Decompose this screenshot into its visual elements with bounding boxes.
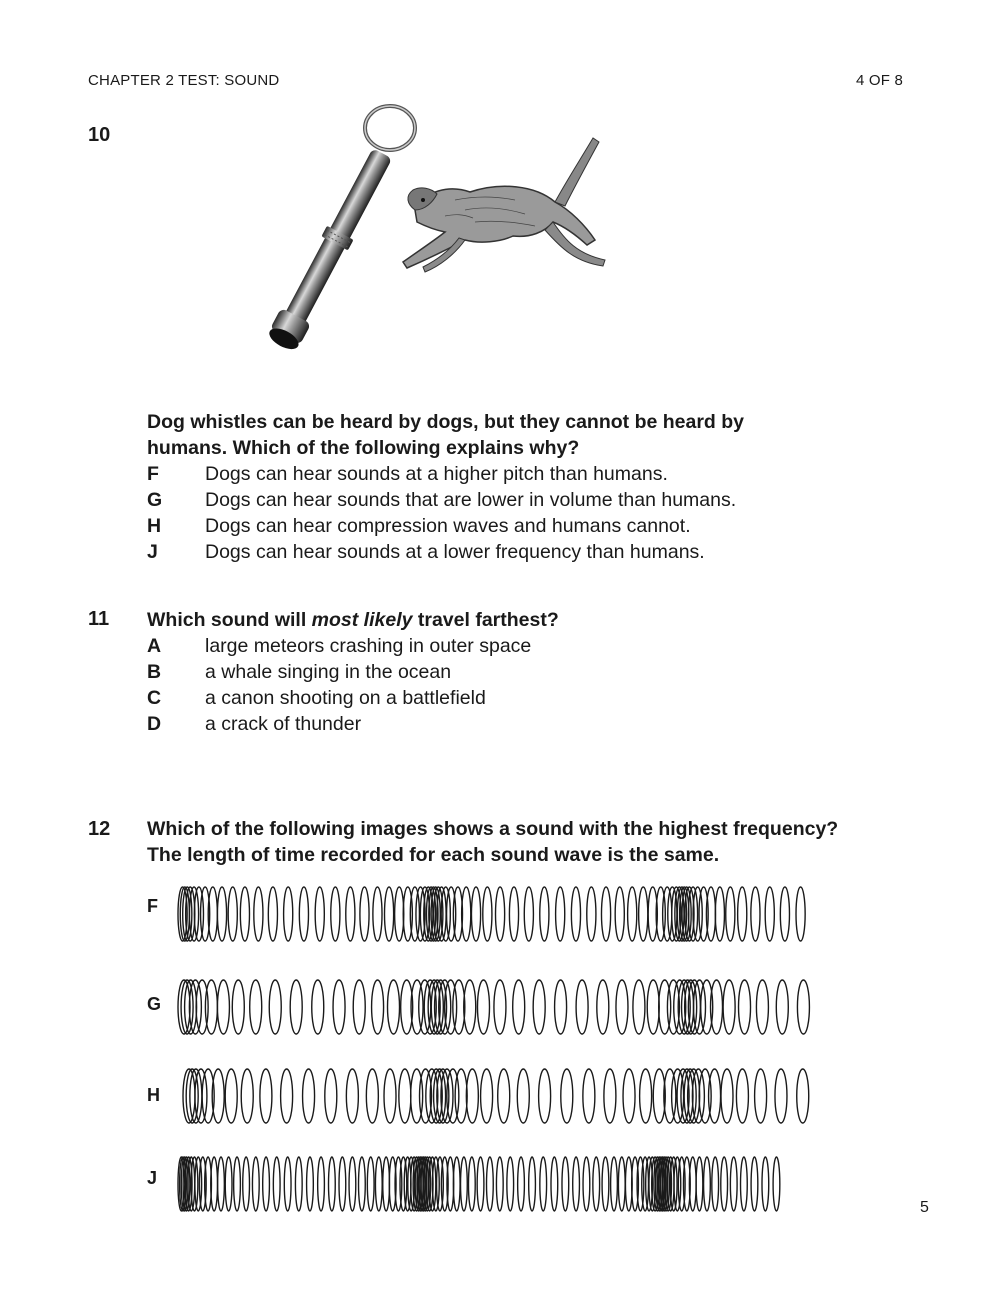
slinky-coil [468, 1157, 475, 1211]
slinky-coil [730, 1157, 737, 1211]
slinky-coil [225, 1157, 232, 1211]
slinky-coil [562, 1157, 569, 1211]
question-number-11: 11 [88, 608, 110, 630]
question-12-stem [147, 816, 838, 868]
slinky-coil [273, 1157, 280, 1211]
question-12-stem-line2: The length of time recorded for each sound wave is the same. [147, 844, 720, 866]
slinky-coil [496, 887, 505, 941]
slinky-coil [593, 1157, 600, 1211]
q12-option-g-label[interactable]: G [147, 994, 162, 1014]
slinky-coil [388, 980, 400, 1034]
slinky-coil [331, 887, 340, 941]
slinky-coil [696, 1157, 703, 1211]
slinky-coil [699, 1069, 711, 1123]
slinky-coil [615, 887, 624, 941]
slinky-coil [477, 980, 489, 1034]
slinky-coil [385, 887, 394, 941]
slinky-coil [529, 1157, 536, 1211]
slinky-coil [775, 1069, 787, 1123]
slinky-coil [346, 887, 355, 941]
slinky-coil [739, 980, 751, 1034]
slinky-coil [483, 887, 492, 941]
slinky-coil [205, 980, 217, 1034]
slinky-coil [517, 1069, 529, 1123]
slinky-coil [721, 1069, 733, 1123]
slinky-coil [796, 887, 805, 941]
q12-option-f-label[interactable]: F [147, 896, 158, 916]
slinky-coil [762, 1157, 769, 1211]
option-letter: G [147, 489, 163, 511]
slinky-coil [726, 887, 735, 941]
slinky-coil [507, 1157, 514, 1211]
slinky-coil [573, 1157, 580, 1211]
slinky-coil [234, 1157, 241, 1211]
slinky-coil [524, 887, 533, 941]
slinky-wave-j [177, 1155, 792, 1213]
slinky-coil [539, 1069, 551, 1123]
slinky-coil [464, 980, 476, 1034]
slinky-coil [180, 887, 189, 941]
slinky-coil [466, 1069, 478, 1123]
option-text: a crack of thunder [205, 713, 362, 735]
slinky-coil [751, 1157, 758, 1211]
slinky-coil [217, 887, 226, 941]
slinky-coil [616, 980, 628, 1034]
question-10-stem-line1: Dog whistles can be heard by dogs, but they cannot be heard by [147, 411, 745, 433]
slinky-coil [682, 980, 694, 1034]
slinky-coil [315, 887, 324, 941]
slinky-coil [576, 980, 588, 1034]
slinky-coil [693, 980, 705, 1034]
slinky-coil [263, 1157, 270, 1211]
slinky-coil [736, 1069, 748, 1123]
slinky-coil [218, 1157, 225, 1211]
slinky-coil [498, 1069, 510, 1123]
slinky-coil [640, 1069, 652, 1123]
slinky-coil [232, 980, 244, 1034]
question-number-10: 10 [88, 124, 111, 146]
slinky-coil [540, 1157, 547, 1211]
slinky-coil [366, 1069, 378, 1123]
slinky-coil [453, 980, 465, 1034]
slinky-coil [773, 1157, 780, 1211]
slinky-coil [290, 980, 302, 1034]
slinky-wave-g [177, 978, 832, 1036]
slinky-coil [303, 1069, 315, 1123]
slinky-coil [611, 1157, 618, 1211]
slinky-coil [395, 887, 404, 941]
slinky-coil [431, 980, 443, 1034]
slinky-coil [196, 980, 208, 1034]
slinky-coil [243, 1157, 250, 1211]
question-11-stem-start: Which sound will [147, 609, 312, 631]
slinky-coil [755, 1069, 767, 1123]
slinky-coil [721, 1157, 728, 1211]
slinky-coil [254, 887, 263, 941]
option-letter: D [147, 713, 162, 735]
slinky-coil [455, 1069, 467, 1123]
slinky-coil [299, 887, 308, 941]
slinky-coil [583, 1069, 595, 1123]
slinky-coil [353, 980, 365, 1034]
slinky-coil [339, 1157, 346, 1211]
slinky-coil [399, 1069, 411, 1123]
slinky-coil [765, 887, 774, 941]
slinky-coil [797, 1069, 809, 1123]
slinky-coil [751, 887, 760, 941]
slinky-coil [284, 1157, 291, 1211]
slinky-coil [260, 1069, 272, 1123]
slinky-coil [252, 1157, 259, 1211]
slinky-coil [228, 887, 237, 941]
slinky-coil [477, 1157, 484, 1211]
slinky-coil [597, 980, 609, 1034]
slinky-coil [373, 887, 382, 941]
slinky-coil [623, 1069, 635, 1123]
slinky-coil [587, 887, 596, 941]
slinky-coil [346, 1069, 358, 1123]
slinky-coil [518, 1157, 525, 1211]
option-text: Dogs can hear sounds at a lower frequency than humans. [205, 541, 705, 563]
slinky-coil [307, 1157, 314, 1211]
slinky-coil [540, 887, 549, 941]
option-letter: F [147, 463, 159, 485]
slinky-coil [647, 980, 659, 1034]
slinky-coil [797, 980, 809, 1034]
slinky-coil [551, 1157, 558, 1211]
slinky-coil [533, 980, 545, 1034]
option-letter: C [147, 687, 162, 709]
slinky-coil [601, 887, 610, 941]
slinky-coil [268, 887, 277, 941]
slinky-coil [329, 1157, 336, 1211]
slinky-coil [561, 1069, 573, 1123]
option-letter: H [147, 515, 162, 537]
slinky-coil [556, 887, 565, 941]
slinky-coil [318, 1157, 325, 1211]
question-10-stem [147, 409, 744, 461]
slinky-coil [461, 1157, 468, 1211]
question-11-stem [147, 607, 559, 633]
slinky-coil [195, 1069, 207, 1123]
slinky-coil [633, 980, 645, 1034]
slinky-coil [471, 887, 480, 941]
slinky-coil [776, 980, 788, 1034]
option-letter: B [147, 661, 162, 683]
option-text: Dogs can hear sounds that are lower in volume than humans. [205, 489, 737, 511]
slinky-coil [704, 1157, 711, 1211]
slinky-coil [333, 980, 345, 1034]
slinky-coil [602, 1157, 609, 1211]
slinky-coil [295, 1157, 302, 1211]
slinky-wave-f [177, 885, 822, 943]
option-text: Dogs can hear sounds at a higher pitch than humans. [205, 463, 668, 485]
q12-option-h-label[interactable]: H [147, 1085, 160, 1105]
slinky-coil [281, 1069, 293, 1123]
page-number: 5 [920, 1199, 929, 1216]
slinky-coil [367, 1157, 374, 1211]
slinky-coil [360, 887, 369, 941]
slinky-coil [712, 1157, 719, 1211]
slinky-coil [583, 1157, 590, 1211]
slinky-coil [372, 980, 384, 1034]
slinky-coil [325, 1069, 337, 1123]
slinky-coil [571, 887, 580, 941]
option-text: Dogs can hear compression waves and humans cannot. [205, 515, 691, 537]
slinky-coil [555, 980, 567, 1034]
slinky-coil [618, 1157, 625, 1211]
slinky-coil [496, 1157, 503, 1211]
slinky-wave-h [182, 1067, 832, 1125]
slinky-coil [481, 1069, 493, 1123]
slinky-coil [349, 1157, 356, 1211]
option-text: a whale singing in the ocean [205, 661, 452, 683]
slinky-coil [284, 887, 293, 941]
slinky-coil [434, 1069, 446, 1123]
dog-image [395, 130, 625, 280]
option-letter: A [147, 635, 162, 657]
slinky-coil [639, 887, 648, 941]
question-10-stem-line2: humans. Which of the following explains why? [147, 437, 580, 459]
option-text: a canon shooting on a battlefield [205, 687, 486, 709]
slinky-coil [183, 1069, 195, 1123]
slinky-coil [384, 1069, 396, 1123]
slinky-coil [513, 980, 525, 1034]
slinky-coil [359, 1157, 366, 1211]
slinky-coil [487, 1157, 494, 1211]
slinky-coil [225, 1069, 237, 1123]
option-text: large meteors crashing in outer space [205, 635, 532, 657]
chapter-title: CHAPTER 2 TEST: SOUND [88, 72, 280, 89]
slinky-coil [738, 887, 747, 941]
slinky-coil [723, 980, 735, 1034]
slinky-coil [628, 887, 637, 941]
page-count: 4 OF 8 [856, 72, 904, 89]
question-12-stem-line1: Which of the following images shows a sound with the highest frequency? [147, 818, 839, 840]
q12-option-j-label[interactable]: J [147, 1168, 158, 1188]
slinky-coil [217, 980, 229, 1034]
slinky-coil [780, 887, 789, 941]
slinky-coil [383, 1157, 390, 1211]
option-letter: J [147, 541, 158, 563]
question-11-stem-emphasis: most likely [311, 609, 413, 631]
slinky-coil [241, 1069, 253, 1123]
slinky-coil [250, 980, 262, 1034]
slinky-coil [715, 887, 724, 941]
slinky-coil [240, 887, 249, 941]
slinky-coil [741, 1157, 748, 1211]
question-11-stem-end: travel farthest? [412, 609, 559, 631]
slinky-coil [494, 980, 506, 1034]
slinky-coil [604, 1069, 616, 1123]
slinky-coil [269, 980, 281, 1034]
slinky-coil [756, 980, 768, 1034]
slinky-coil [509, 887, 518, 941]
slinky-coil [709, 1069, 721, 1123]
slinky-coil [375, 1157, 382, 1211]
slinky-coil [312, 980, 324, 1034]
question-number-12: 12 [88, 818, 111, 840]
